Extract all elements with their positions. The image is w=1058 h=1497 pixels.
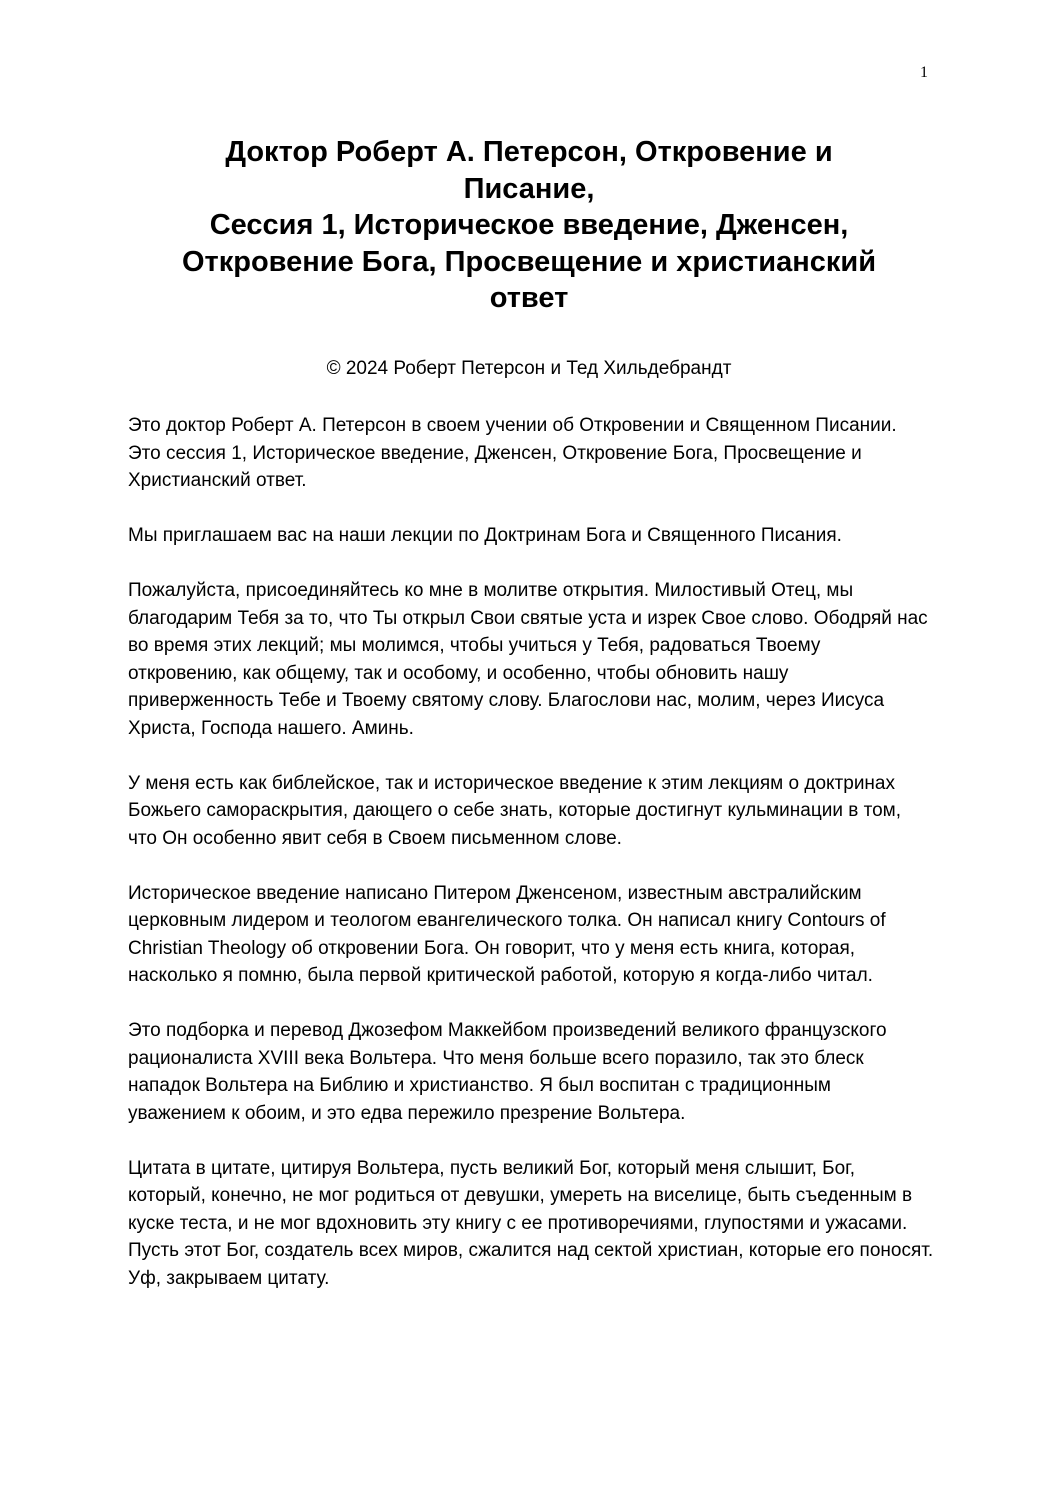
document-body: [128, 412, 934, 1320]
paragraph: Историческое введение написано Питером Дженсеном, известным австралийским церковным лидером и теологом евангелического толка. Он написал книгу Contours of Christian Theology об откровении Бога. Он говорит, что у меня есть книга, которая, насколько я помню, была первой критической работой, которую я когда-либо читал.: [128, 882, 886, 986]
paragraph: Это доктор Роберт А. Петерсон в своем учении об Откровении и Священном Писании. Это сессия 1, Историческое введение, Дженсен, Откровение Бога, Просвещение и Христианский ответ.: [128, 415, 897, 491]
title-line: Откровение Бога, Просвещение и христианский: [181, 245, 877, 278]
title-line: Доктор Роберт А. Петерсон, Откровение и: [225, 136, 833, 168]
paragraph: Цитата в цитате, цитируя Вольтера, пусть великий Бог, который меня слышит, Бог, который, конечно, не мог родиться от девушки, умереть на виселице, быть съеденным в куске теста, и не мог вдохновить эту книгу с ее противоречиями, глупостями и ужасами. Пусть этот Бог, создатель всех миров, сжалится над сектой христиан, которые его поносят. Уф, закрываем цитату.: [128, 1157, 934, 1289]
paragraph: Это подборка и перевод Джозефом Маккейбом произведений великого французского рационалиста XVIII века Вольтера. Что меня больше всего поразило, так это блеск нападок Вольтера на Библию и христианство. Я был воспитан с традиционным уважением к обоим, и это едва пережило презрение Вольтера.: [128, 1020, 887, 1124]
paragraph: Мы приглашаем вас на наши лекции по Доктринам Бога и Священного Писания.: [128, 525, 842, 546]
title-line: ответ: [489, 282, 569, 314]
paragraph: У меня есть как библейское, так и историческое введение к этим лекциям о доктринах Божьего самораскрытия, дающего о себе знать, которые достигнут кульминации в том, что Он особенно явит себя в Своем письменном слове.: [128, 772, 902, 849]
document-title: [110, 134, 948, 317]
title-line: Писание,: [463, 172, 595, 205]
title-line: Сессия 1, Историческое введение, Дженсен,: [209, 209, 849, 241]
page-number: 1: [920, 64, 928, 81]
paragraph: Пожалуйста, присоединяйтесь ко мне в молитве открытия. Милостивый Отец, мы благодарим Тебя за то, что Ты открыл Свои святые уста и изрек Свое слово. Ободряй нас во время этих лекций; мы молимся, чтобы учиться у Тебя, радоваться Твоему откровению, как общему, так и особому, и особенно, чтобы обновить нашу приверженность Тебе и Твоему святому слову. Благослови нас, молим, через Иисуса Христа, Господа нашего. Аминь.: [128, 580, 928, 739]
copyright-notice: © 2024 Роберт Петерсон и Тед Хильдебрандт: [326, 358, 732, 379]
